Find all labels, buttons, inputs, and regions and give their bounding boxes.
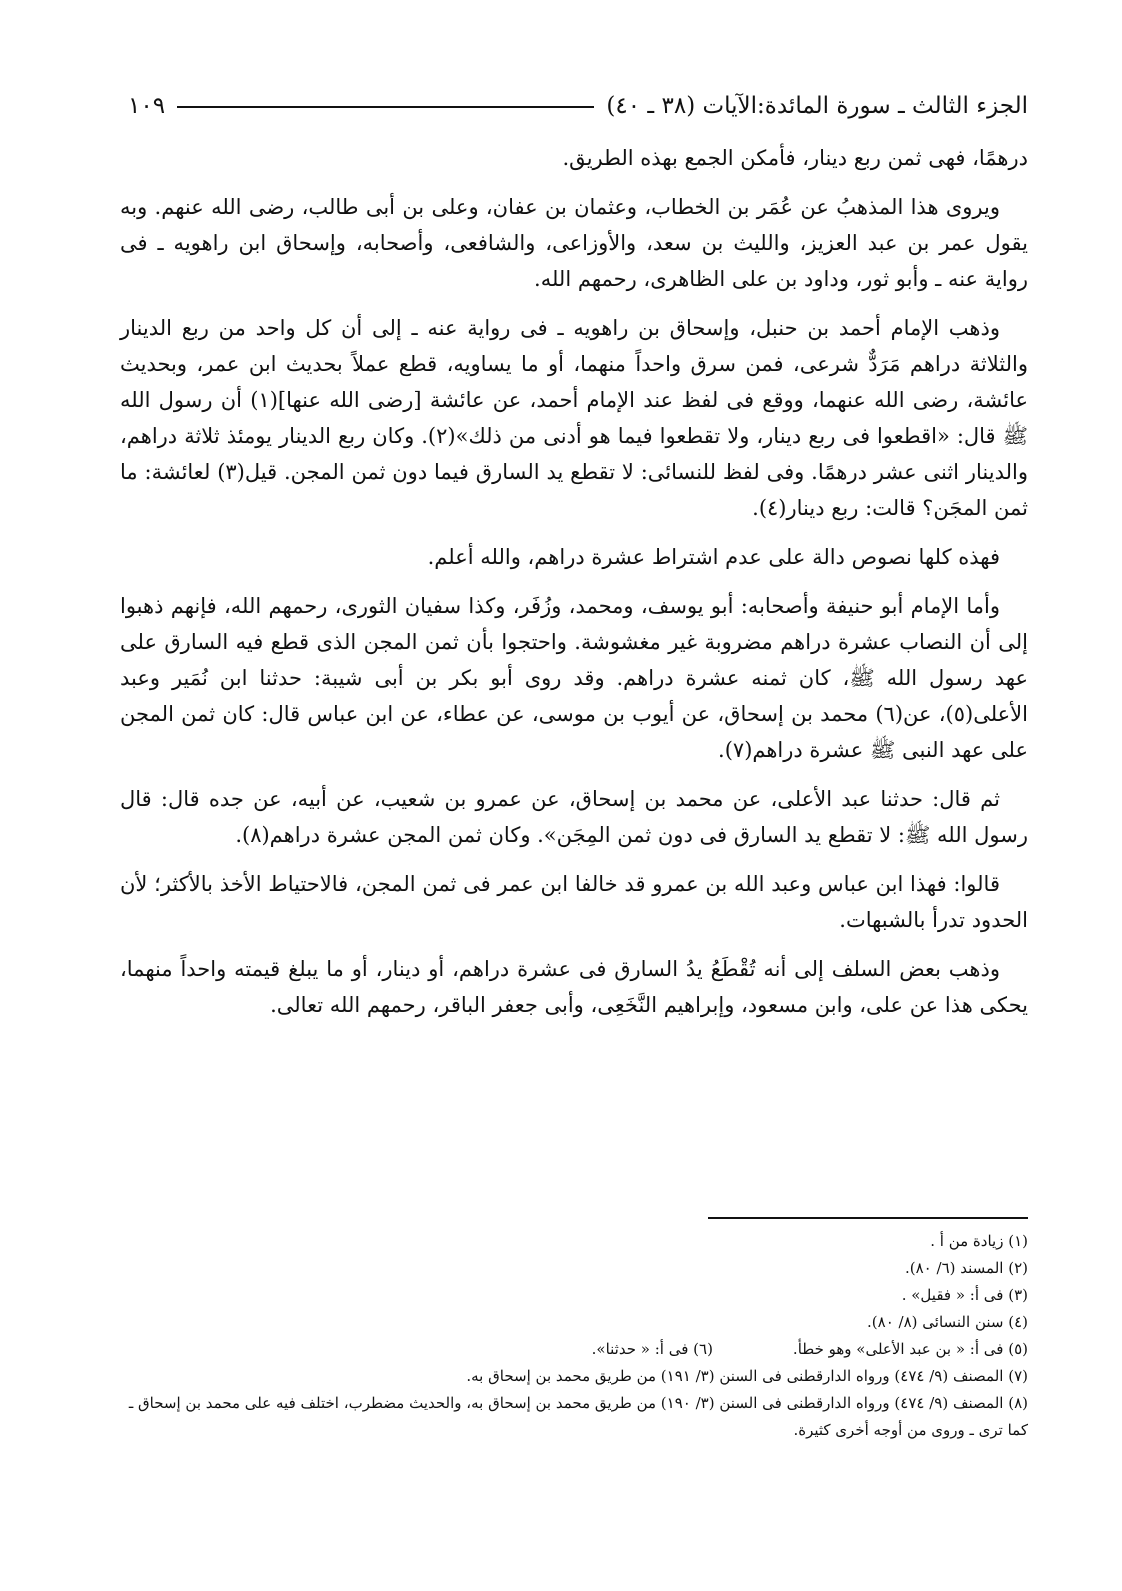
footnote: (١) زيادة من أ . [930, 1232, 1028, 1250]
footnotes [120, 1228, 1028, 1444]
footnote-rule [708, 1217, 1028, 1219]
footnote: (٨) المصنف (٩/ ٤٧٤) ورواه الدارقطنى فى السنن (٣/ ١٩٠) من طريق محمد بن إسحاق به، والحديث مضطرب، اختلف فيه على محمد بن إسحاق ـ كما ترى ـ وروى من أوجه أخرى كثيرة. [128, 1394, 1028, 1439]
running-title: الجزء الثالث ـ سورة المائدة:الآيات (٣٨ ـ ٤٠) [606, 93, 1028, 119]
paragraph: وذهب الإمام أحمد بن حنبل، وإسحاق بن راهويه ـ فى رواية عنه ـ إلى أن كل واحد من ربع الدينار والثلاثة دراهم مَرَدٌّ شرعى، فمن سرق واحداً منهما، أو ما يساويه، قطع عملاً بحديث ابن عمر، وبحديث عائشة، رضى الله عنهما، ووقع فى لفظ عند الإمام أحمد، عن عائشة [رضى الله عنها](١) أن رسول الله ﷺ قال: «اقطعوا فى ربع دينار، ولا تقطعوا فيما هو أدنى من ذلك»(٢). وكان ربع الدينار يومئذ ثلاثة دراهم، والدينار اثنى عشر درهمًا. وفى لفظ للنسائى: لا تقطع يد السارق فيما دون ثمن المجن. قيل(٣) لعائشة: ما ثمن المجَن؟ قالت: ربع دينار(٤). [120, 316, 1028, 520]
footnote: (٢) المسند (٦/ ٨٠). [905, 1259, 1028, 1277]
page-number: ١٠٩ [128, 93, 166, 119]
footnote: (٦) فى أ: « حدثنا». [591, 1340, 713, 1358]
paragraph: وأما الإمام أبو حنيفة وأصحابه: أبو يوسف، ومحمد، وزُفَر، وكذا سفيان الثورى، رحمهم الله، فإنهم ذهبوا إلى أن النصاب عشرة دراهم مضروبة غير مغشوشة. واحتجوا بأن ثمن المجن الذى قطع فيه السارق على عهد رسول الله ﷺ، كان ثمنه عشرة دراهم. وقد روى أبو بكر بن أبى شيبة: حدثنا ابن نُمَير وعبد الأعلى(٥)، عن(٦) محمد بن إسحاق، عن أيوب بن موسى، عن عطاء، عن ابن عباس قال: كان ثمن المجن على عهد النبى ﷺ عشرة دراهم(٧). [120, 594, 1028, 762]
footnote: (٣) فى أ: « فقيل» . [901, 1286, 1028, 1304]
footnote: (٤) سنن النسائى (٨/ ٨٠). [867, 1313, 1028, 1331]
paragraph: ويروى هذا المذهبُ عن عُمَر بن الخطاب، وعثمان بن عفان، وعلى بن أبى طالب، رضى الله عنهم. وبه يقول عمر بن عبد العزيز، والليث بن سعد، والأوزاعى، والشافعى، وأصحابه، وإسحاق ابن راهويه ـ فى رواية عنه ـ وأبو ثور، وداود بن على الظاهرى، رحمهم الله. [120, 195, 1028, 291]
body-text [120, 140, 1028, 1036]
paragraph: وذهب بعض السلف إلى أنه تُقْطَعُ يدُ السارق فى عشرة دراهم، أو دينار، أو ما يبلغ قيمته واحداً منهما، يحكى هذا عن على، وابن مسعود، وإبراهيم النَّخَعِى، وأبى جعفر الباقر، رحمهم الله تعالى. [120, 957, 1028, 1017]
paragraph: فهذه كلها نصوص دالة على عدم اشتراط عشرة دراهم، والله أعلم. [427, 545, 1000, 569]
footnote: (٧) المصنف (٩/ ٤٧٤) ورواه الدارقطنى فى السنن (٣/ ١٩١) من طريق محمد بن إسحاق به. [466, 1367, 1028, 1385]
paragraph: ثم قال: حدثنا عبد الأعلى، عن محمد بن إسحاق، عن عمرو بن شعيب، عن أبيه، عن جده قال: قال رسول الله ﷺ: لا تقطع يد السارق فى دون ثمن المِجَن». وكان ثمن المجن عشرة دراهم(٨). [120, 787, 1028, 847]
page-header [128, 86, 1028, 126]
footnote: (٥) فى أ: « بن عبد الأعلى» وهو خطأ. [792, 1340, 1028, 1358]
paragraph: قالوا: فهذا ابن عباس وعبد الله بن عمرو قد خالفا ابن عمر فى ثمن المجن، فالاحتياط الأخذ بالأكثر؛ لأن الحدود تدرأ بالشبهات. [120, 872, 1028, 932]
header-rule [177, 106, 594, 108]
paragraph: درهمًا، فهى ثمن ربع دينار، فأمكن الجمع بهذه الطريق. [562, 146, 1028, 170]
footnote-row [120, 1336, 1028, 1363]
